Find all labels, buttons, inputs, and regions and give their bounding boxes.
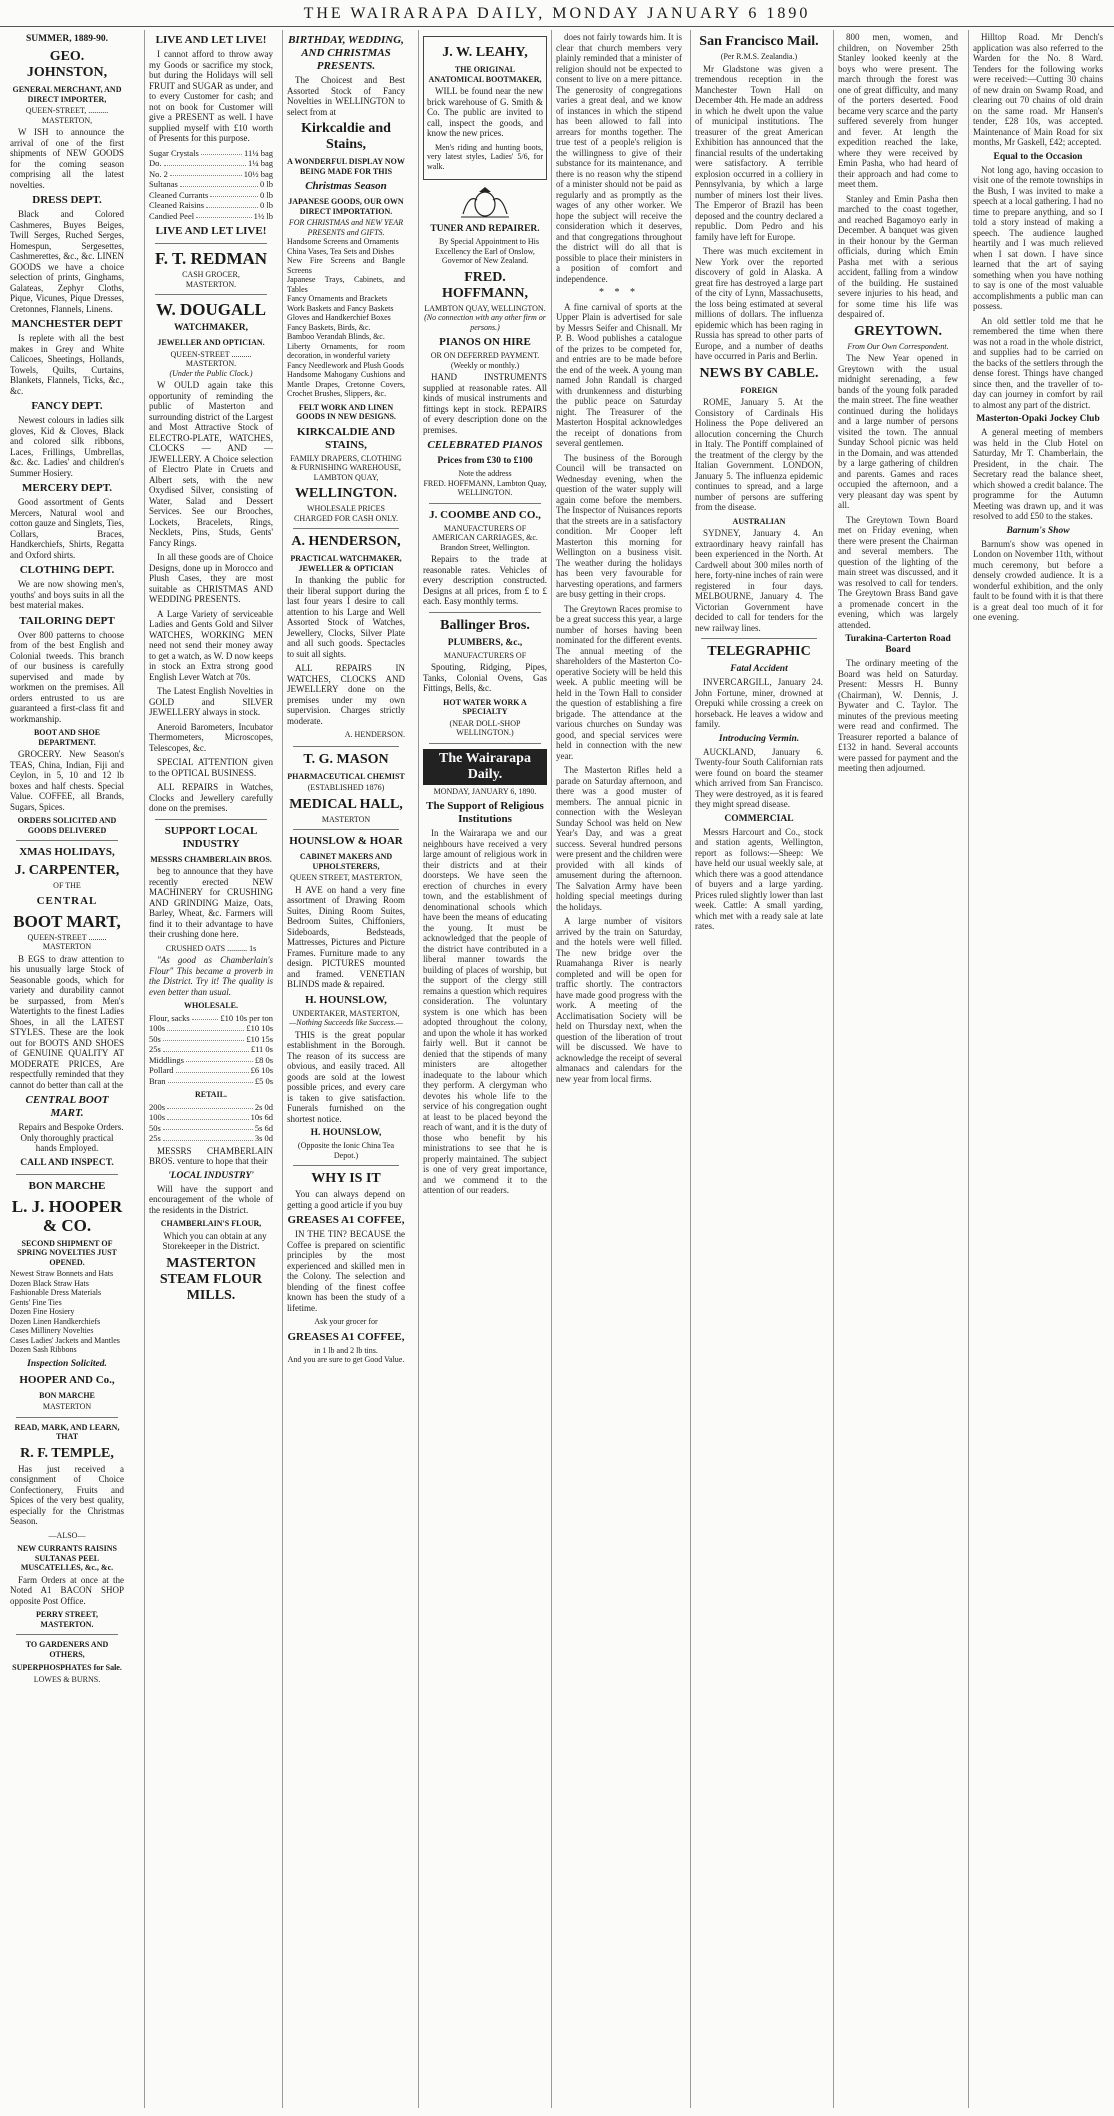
table-row: 100s 10s 6d — [149, 1112, 273, 1122]
retail-heading: RETAIL. — [194, 1090, 228, 1099]
leahy-sub: THE ORIGINAL ANATOMICAL BOOTMAKER, — [428, 65, 542, 84]
steam-flour-mills: MASTERTON STEAM FLOUR MILLS. — [159, 1255, 263, 1303]
hounslow-text: THIS is the great popular establishment in the Borough. The reason of its success are obvious, and easily traced. All goods are sold at the lowest possible prices, and every care is taken to give satisfaction. Funerals furnished on the shortest notice. — [287, 1029, 405, 1124]
retail-price-list — [149, 1102, 273, 1144]
temple-also: —ALSO— — [48, 1530, 86, 1540]
wholesale-heading: WHOLESALE. — [183, 1001, 238, 1010]
dougall-body: W OULD again take this opportunity of reminding the public of Masterton and surrounding district of the Largest and Most Attractive Stock of ELECTRO-PLATE, WATCHES, CLOCKS — AND — JEWELLERY. A Choice selection of Electro Plate in Cruets and Albert sets, with the new Oxydised Silver, consisting of Water, Salad and Dessert Services. See our Brooches, Lockets, Bracelets, Rings, Necklets, Pins, Studs, Gents' Fancy Rings. — [149, 380, 273, 548]
mason-name: T. G. MASON — [303, 751, 389, 767]
gardeners-heading: TO GARDENERS AND OTHERS, — [25, 1640, 109, 1659]
henderson-repairs: ALL REPAIRS IN WATCHES, CLOCKS AND JEWELLERY done on the premises under my own supervision. Charges strictly moderate. — [287, 663, 405, 726]
johnston-sub: GENERAL MERCHANT, AND DIRECT IMPORTER, — [12, 85, 122, 104]
manchester-dept-body: Is replete with all the best makes in Grey and White Calicoes, Sheetings, Hollands, Towels, Quilts, Curtains, Blankets, Flannels, Ticks, &c., &c. — [10, 333, 124, 396]
divider — [293, 528, 399, 529]
column-2 — [144, 30, 273, 2108]
column-5 — [551, 30, 682, 2108]
orders-solicited: ORDERS SOLICITED AND GOODS DELIVERED — [17, 816, 117, 835]
ballinger-name: Ballinger Bros. — [440, 617, 530, 633]
list-item: Dozen Black Straw Hats — [10, 1278, 89, 1288]
leahy-advert — [423, 36, 547, 180]
carpenter-place: QUEEN-STREET ......... MASTERTON — [27, 932, 107, 951]
coombe-place: Brandon Street, Wellington. — [440, 542, 530, 552]
editorial-body: In the Wairarapa we and our neighbours have received a very large amount of religious work in their districts and at their doorsteps. We have seen the erection of churches in every town, and the establishment of denominational schools which have been the means of educating the young. It must be acknowledged that the people of the district have contributed in a liberal manner towards the building of places of worship, but the support of the clergy still remains a question which requires consideration. The voluntary system is one which has been adopted throughout the colony, and upon the whole it has worked fairly well. But it cannot be denied that the stipends of many ministers are altogether inadequate to the labour which they perform. A clergyman who devotes his whole life to the service of his congregation ought at least to be placed beyond the reach of want, and it is the duty of those who benefit by his ministrations to see that he is properly maintained. The subject is one of very great importance, and we commend it to the attention of our readers. — [423, 828, 547, 1195]
dress-dept-body: Black and Colored Cashmeres, Buyes Beiges, Twill Serges, Ruched Serges, Homespun, Sergesettes, Cashmerettes, &c., &c. LINEN GOODS we have a choice selection of prints, Ginghams, Galateas, Zephyr Cloths, Pique, Vicunes, Pique Dresses, Cretonnes, Flannels, Linens. — [10, 209, 124, 314]
sf-sub: (Per R.M.S. Zealandia.) — [720, 52, 798, 61]
table-row: Cleaned Currants 0 lb — [149, 189, 273, 200]
hoffmann-sign: FRED. HOFFMANN, Lambton Quay, WELLINGTON. — [423, 478, 547, 497]
live-and-let-live-1: LIVE AND LET LIVE! — [155, 34, 267, 46]
carpenter-repairs: Repairs and Bespoke Orders. Only thoroughly practical hands Employed. — [18, 1122, 124, 1153]
bon-marche-heading: BON MARCHE — [28, 1179, 106, 1192]
greytown-correspondent: From Our Own Correspondent. — [847, 341, 949, 351]
list-item: Dozen Sash Ribbons — [10, 1345, 77, 1354]
dougall-watches: A Large Variety of serviceable Ladies and Gents Gold and Silver WATCHES, WORKING MEN need not send their money away to get a watch, as W. D now keeps in stock an Extra strong good English Lever Watch at 70s. — [149, 608, 273, 682]
greytown-body-2: The Greytown Town Board met on Friday evening, when there were present the Chairman and several members. The question of the lighting of the main street was discussed, and it was resolved to call for tenders. The Greytown Brass Band gave a promenade concert in the evening, which was largely attended. — [838, 514, 958, 630]
chamberlain-stock: Which you can obtain at any Storekeeper in the District. — [162, 1230, 267, 1251]
fatal-accident: Fatal Accident — [730, 664, 788, 674]
greases-tins: in 1 lb and 2 lb tins. — [314, 1345, 378, 1355]
manchester-dept-heading: MANCHESTER DEPT — [11, 318, 123, 330]
why-body: You can always depend on getting a good article if you buy — [287, 1189, 405, 1210]
list-item: Dozen Fine Hosiery — [10, 1307, 75, 1316]
foreign-heading: FOREIGN — [740, 385, 778, 395]
local-news-5: A large number of visitors arrived by the train on Saturday, and the hotels were well filled. The new bridge over the Ruamahanga River is nearly completed and will be open for traffic shortly. The contractors have made good progress with the work. A meeting of the Acclimatisation Society will be held on Thursday next, when the question of the liberation of trout will be discussed. We have to acknowledge the receipt of several almanacs and calendars for the new year from local firms. — [556, 916, 682, 1084]
fatal-body: INVERCARGILL, January 24. John Fortune, miner, drowned at Orepuki while crossing a creek on horseback. He leaves a widow and family. — [695, 677, 823, 729]
divider — [16, 1634, 118, 1635]
table-row: Sultanas 0 lb — [149, 179, 273, 189]
list-item: Japanese Trays, Cabinets, and Tables — [287, 275, 405, 294]
divider — [293, 829, 399, 830]
hooper-sub: SECOND SHIPMENT OF SPRING NOVELTIES JUST OPENED. — [17, 1238, 117, 1267]
pianos-sub: OR ON DEFERRED PAYMENT. (Weekly or monthly.) — [430, 351, 540, 370]
chamberlain-name: MESSRS CHAMBERLAIN BROS. — [150, 854, 272, 864]
kirkcaldie-items — [287, 237, 405, 399]
greases-coffee-2: GREASES A1 COFFEE, — [287, 1330, 405, 1343]
chamberlain-quote: "As good as Chamberlain's Flour" This became a proverb in the District. Try it! The quality is even better than usual. — [149, 955, 273, 997]
royal-coat-of-arms-icon — [455, 186, 515, 220]
johnston-intro: W ISH to announce the arrival of one of the first shipments of NEW GOODS for the coming season comprising all the latest novelties. — [10, 127, 124, 190]
dougall-barometers: Aneroid Barometers, Incubator Thermometers, Microscopes, Telescopes, &c. — [149, 721, 273, 753]
editorial-date: MONDAY, JANUARY 6, 1890. — [433, 786, 537, 796]
divider — [429, 612, 541, 613]
local-news-3: The Greytown Races promise to be a great success this year, a large number of horses having been nominated for the different events. The annual meeting of the shareholders of the Masterton Co-operative Society will be held this week. A public meeting will be held in the Town Hall to consider the question of establishing a fire brigade. The attendance at the various churches on Sunday was good, and special services were held in connection with the new year. — [556, 603, 682, 761]
mason-place: MASTERTON — [321, 814, 371, 824]
bon-marche-2: BON MARCHE — [39, 1390, 95, 1400]
road-board-continued: Hilltop Road. Mr Dench's application was also referred to the Warden for the No. 8 Ward. Tenders for the following works were received:—Cutting 30 chains of new drain on Swamp Road, and clearing out 70 chains of old drain on the same road. Mr Hansen's tender, £28 10s, was accepted. Maintenance of Main Road for six months, Mr Gaskell, £42; accepted. — [973, 32, 1103, 147]
hounslow-hoar-place: QUEEN STREET, MASTERTON, — [289, 873, 403, 882]
note-address: Note the address — [458, 469, 512, 478]
jockey-club-heading: Masterton-Opaki Jockey Club — [976, 414, 1100, 424]
table-row: 200s 2s 0d — [149, 1101, 273, 1112]
australian-heading: AUSTRALIAN — [732, 516, 786, 526]
wonderful-display: A WONDERFUL DISPLAY NOW BEING MADE FOR THIS — [287, 157, 405, 176]
kirkcaldie-name: Kirkcaldie and Stains, — [301, 121, 391, 152]
temple-list: NEW CURRANTS RAISINS SULTANAS PEEL MUSCATELLES, &c., &c. — [17, 1544, 117, 1572]
telegraphic-heading: TELEGRAPHIC — [707, 644, 811, 659]
mercery-dept-heading: MERCERY DEPT. — [21, 482, 113, 494]
pianos-body: HAND INSTRUMENTS supplied at reasonable rates. All kinds of musical instruments and fittings kept in stock. REPAIRS of every description done on the premises. — [423, 372, 547, 435]
divider — [293, 746, 399, 747]
list-item: Handsome Mahogany Cushions and Mantle Drapes, Cretonne Covers, Crochet Brushes, Slippers, &c. — [287, 370, 405, 398]
dougall-silver: In all these goods are of Choice Designs, done up in Morocco and Plush Cases, they are most suitable as CHRISTMAS AND WEDDING PRESENTS. — [149, 552, 273, 604]
list-item: Dozen Linen Handkerchiefs — [10, 1316, 101, 1326]
hounslow-hoar-name: HOUNSLOW & HOAR — [289, 835, 403, 847]
stanley-continued-2: Stanley and Emin Pasha then marched to the coast together, and reached Bagamoyo early in December. A banquet was given in their honour by the German officials, during which Emin Pasha met with a serious accident, falling from a window of the building. He sustained severe injuries to his head, and for some time his life was despaired of. — [838, 193, 958, 319]
table-row: 25s £11 0s — [149, 1044, 273, 1054]
dougall-name: W. DOUGALL — [156, 300, 266, 319]
flour-price-list — [149, 1013, 273, 1087]
list-item: Gloves and Handkerchief Boxes — [287, 313, 391, 322]
divider — [155, 243, 267, 244]
list-item: Liberty Ornaments, for room decoration, in wonderful variety — [287, 341, 405, 360]
presents-heading: FOR CHRISTMAS and NEW YEAR PRESENTS and GIFTS. — [288, 218, 404, 237]
why-is-it: WHY IS IT — [311, 1171, 381, 1186]
page-title: THE WAIRARAPA DAILY, MONDAY JANUARY 6 1890 — [303, 5, 811, 22]
fancy-dept-heading: FANCY DEPT. — [31, 400, 103, 412]
henderson-body: In thanking the public for their liberal support during the last four years I desire to call attention to his Large and Well Assorted Stock of Watches, Jewellery, Clocks, Silver Plate and all such goods. Spectacles to suit all sights. — [287, 575, 405, 659]
greytown-body: The New Year opened in Greytown with the usual midnight serenading, a few bands of the young folk paraded the main street. The fine weather continued during the holidays and a large number of persons visited the town. The annual Sunday School picnic was held in the Domain, and was attended by a large gathering of children and parents. Games and races occupied the afternoon, and a very pleasant day was spent by all. — [838, 353, 958, 510]
pianos-on-hire: PIANOS ON HIRE — [439, 336, 531, 348]
table-row: Do. 1¼ bag — [149, 158, 273, 168]
column-4 — [418, 30, 547, 2108]
henderson-name: A. HENDERSON, — [291, 534, 401, 549]
mason-established: (ESTABLISHED 1876) — [307, 783, 385, 792]
road-board-body: The ordinary meeting of the Board was held on Saturday. Present: Messrs H. Bunny (Chairman), W. Dennis, J. Bywater and C. Taylor. The minutes of the previous meeting were read and confirmed. The Treasurer reported a balance of £132 in hand. Several accounts were passed for payment and the meeting then adjourned. — [838, 658, 958, 773]
redman-name: F. T. REDMAN — [154, 249, 268, 268]
wholesale-prices: WHOLESALE PRICES CHARGED FOR CASH ONLY. — [294, 504, 398, 523]
introducing-vermin: Introducing Vermin. — [718, 733, 800, 744]
redman-place: MASTERTON. — [185, 279, 237, 289]
greases-value: And you are sure to get Good Value. — [287, 1355, 405, 1364]
dougall-sub: WATCHMAKER, — [174, 323, 248, 333]
chamberlain-hope: MESSRS CHAMBERLAIN BROS. venture to hope that their — [149, 1145, 273, 1166]
grocery-body: GROCERY. New Season's TEAS, China, Indian, Fiji and Ceylon, in 5, 10 and 12 lb boxes and half chests. Special Value. COFFEE, all Brands, Sugars, Spices. — [10, 749, 124, 812]
dougall-sub-2: JEWELLER AND OPTICIAN. — [157, 338, 265, 347]
news-by-cable: NEWS BY CABLE. — [699, 365, 819, 381]
newspaper-nameplate: The Wairarapa Daily. — [423, 749, 547, 785]
greases-coffee: GREASES A1 COFFEE, — [287, 1214, 405, 1226]
stanley-continued: 800 men, women, and children, on November 25th Stanley looked keenly at the boys who were present. The march through the forest was one of great difficulty, and many of the porters deserted. Food became very scarce and the party suffered severely from hunger and fever. At length the expedition reached the lake, where they were received by Emin Pasha, who had heard of their approach and had come to meet them. — [838, 32, 958, 189]
ballinger-place: (NEAR DOLL-SHOP WELLINGTON.) — [449, 718, 521, 737]
divider — [16, 1174, 118, 1175]
dougall-place: QUEEN-STREET .......... MASTERTON. — [170, 349, 252, 368]
inspection-solicited: Inspection Solicited. — [27, 1358, 107, 1369]
separator-stars: * * * — [599, 287, 639, 298]
clothing-dept-heading: CLOTHING DEPT. — [19, 564, 115, 576]
divider — [16, 840, 118, 841]
tailoring-dept-heading: TAILORING DEPT — [19, 614, 115, 627]
christmas-season: Christmas Season — [305, 180, 387, 192]
carpenter-body: B EGS to draw attention to his unusually large Stock of Seasonable goods, which for variety and durability cannot be surpassed, from Men's Watertights to the finest Ladies Shoes, in all the LATEST STYLES. These are the look out for BOOTS AND SHOES of GENUINE QUALITY AT MODERATE PRICES, Are respectfully reminded that they cannot do better than call at the — [10, 953, 124, 1090]
tailoring-dept-body: Over 800 patterns to choose from of the best English and Colonial tweeds. This branch of our business is carefully supervised and made by workmen on the premises. All orders entrusted to us are guaranteed a first-class fit and workmanship. — [10, 629, 124, 724]
superphosphates: SUPERPHOSPHATES for Sale. — [12, 1663, 122, 1672]
table-row: 25s 3s 0d — [149, 1133, 273, 1143]
hounslow-name-3: H. HOUNSLOW, — [310, 1128, 382, 1138]
divider — [293, 1165, 399, 1166]
live-and-let-live-2: LIVE AND LET LIVE! — [155, 225, 267, 237]
family-drapers: FAMILY DRAPERS, CLOTHING & FURNISHING WAREHOUSE, — [290, 453, 402, 472]
temple-name: R. F. TEMPLE, — [20, 1445, 114, 1461]
central-boot-mart: CENTRAL BOOT MART. — [25, 1094, 109, 1119]
ask-grocer: Ask your grocer for — [314, 1317, 378, 1326]
dougall-jewellery: The Latest English Novelties in GOLD and SILVER JEWELLERY always in stock. — [149, 686, 273, 717]
xmas-holidays: XMAS HOLIDAYS, — [19, 846, 115, 858]
japanese-goods: JAPANESE GOODS, OUR OWN DIRECT IMPORTATION. — [288, 197, 404, 216]
list-item: Cases Ladies' Jackets and Mantles — [10, 1335, 120, 1345]
table-row: 50s £10 15s — [149, 1033, 273, 1044]
list-item: Gents' Fine Ties — [10, 1297, 62, 1307]
redman-sub: CASH GROCER, — [182, 270, 240, 279]
list-item: Bamboo Verandah Blinds, &c. — [287, 332, 385, 341]
hooper-name-2: HOOPER AND Co., — [19, 1373, 115, 1386]
table-row: Pollard £6 10s — [149, 1065, 273, 1075]
johnston-name: GEO. JOHNSTON, — [26, 49, 108, 80]
jockey-body: A general meeting of members was held in the Club Hotel on Saturday, Mr T. Chamberlain, the President, in the chair. The Secretary read the balance sheet, which showed a credit balance. The programme for the Autumn Meeting was drawn up, and it was resolved to add £50 to the stakes. — [973, 427, 1103, 521]
list-item: Work Baskets and Fancy Baskets — [287, 303, 394, 313]
equal-body-2: An old settler told me that he remembered the time when there was not a road in the whole district, and supplies had to be carried on the backs of the settlers through the dense forest. Things have changed since then, and the traveller of to-day can journey in comfort by rail to almost any part of the district. — [973, 315, 1103, 410]
fancy-dept-body: Newest colours in ladies silk gloves, Kid & Cloves, Black and colored silk ribbons, Laces, Frillings, Umbrellas, &c. &c. Ladies' and children's Summer Hosiery. — [10, 415, 124, 478]
divider — [155, 819, 267, 820]
hounslow-hoar-sub: CABINET MAKERS AND UPHOLSTERERS, — [299, 852, 393, 871]
season-heading: SUMMER, 1889-90. — [25, 34, 109, 44]
leahy-price: Men's riding and hunting boots, very latest styles, Ladies' 5/6, for walk. — [427, 142, 543, 171]
commercial-heading: COMMERCIAL — [724, 813, 794, 824]
greases-body: IN THE TIN? BECAUSE the Coffee is prepared on scientific principles by the most experienced and skilled men in the Colony. The selection and blending of the finest coffee known has been the study of a lifetime. — [287, 1229, 405, 1313]
vermin-body: AUCKLAND, January 6. Twenty-four South Californian rats were found on board the steamer which arrived from San Francisco. They were destroyed, as it is feared they might spread disease. — [695, 746, 823, 809]
lambton-quay: LAMBTON QUAY, — [313, 472, 379, 482]
hounslow-name-2: H. HOUNSLOW, — [305, 993, 387, 1006]
table-row: Flour, sacks £10 10s per ton — [149, 1012, 273, 1023]
ballinger-body: Spouting, Ridging, Pipes, Tanks, Colonial Ovens, Gas Fittings, Bells, &c. — [423, 662, 547, 693]
san-francisco-mail: San Francisco Mail. — [699, 34, 819, 49]
felt-work: FELT WORK AND LINEN GOODS IN NEW DESIGNS. — [296, 402, 396, 421]
masthead — [0, 0, 1114, 27]
henderson-sign: A. HENDERSON. — [344, 730, 405, 739]
hooper-items — [10, 1269, 124, 1355]
table-row: Bran £5 0s — [149, 1075, 273, 1086]
hounslow-motto: —Nothing Succeeds like Success.— — [289, 1018, 403, 1027]
hooper-place: MASTERTON — [42, 1402, 92, 1411]
ballinger-plumbers: PLUMBERS, &c., — [447, 637, 523, 648]
temple-place: PERRY STREET, MASTERTON. — [36, 1610, 98, 1629]
local-industry-body: Will have the support and encouragement of the whole of the residents in the District. — [149, 1183, 273, 1215]
list-item: Fancy Needlework and Plush Goods — [287, 360, 404, 370]
clothing-dept-body: We are now showing men's, youths' and boys suits in all the best material makes. — [10, 579, 124, 610]
divider — [429, 743, 541, 744]
leahy-body: WILL be found near the new brick warehouse of G. Smith & Co. The public are invited to call, inspect the goods, and know the new prices. — [427, 86, 543, 138]
hooper-name: L. J. HOOPER & CO. — [11, 1196, 123, 1235]
birthday-heading: BIRTHDAY, WEDDING, AND CHRISTMAS PRESENTS. — [288, 34, 404, 72]
hounslow-sub-2: UNDERTAKER, MASTERTON, — [292, 1008, 400, 1018]
editorial-continued: does not fairly towards him. It is clear that church members very plainly reminded that a minister of religion should not be expected to consent to live on a mere pittance. The generosity of congregations varies a great deal, and we know of instances in which the stipend has been allowed to fall into arrears for months together. The true test of a people's religion is the willingness to give of their substance for its maintenance, and there is no reason why the stipend of a minister should not be paid as regularly and as promptly as the wages of any other worker. We hope the subject will receive the consideration which it deserves, and that congregations throughout the district will do all that is possible to place their ministers in a position of comfort and independence. — [556, 32, 682, 284]
central-heading: CENTRAL — [36, 894, 98, 907]
table-row: Sugar Crystals 11¼ bag — [149, 147, 273, 158]
mercery-dept-body: Good assortment of Gents Mercers, Natural wool and cotton gauze and Singlets, Ties, Collars, Braces, Handkerchiefs, Shirts, Regatta and Oxford shirts. — [10, 497, 124, 560]
table-row: Cleaned Raisins 0 lb — [149, 200, 273, 210]
sf-body: Mr Gladstone was given a tremendous reception in the Manchester Town Hall on December 4th. He made an address in which he dwelt upon the value of municipal institutions. The treasurer of the great American Exhibition has announced that the financial results of the undertaking were satisfactory. A terrible explosion occurred in a colliery in Pennsylvania, by which a large number of miners lost their lives. The Emperor of Brazil has been deposed and the country declared a republic. Dom Pedro and his family have left for Europe. — [695, 63, 823, 242]
divider — [16, 1417, 118, 1418]
medical-hall: MEDICAL HALL, — [289, 796, 403, 812]
temple-farm: Farm Orders at once at the Noted A1 BACON SHOP opposite Post Office. — [10, 1574, 124, 1606]
list-item: Fashionable Dress Materials — [10, 1288, 102, 1297]
leahy-name: J. W. LEAHY, — [442, 45, 528, 60]
call-and-inspect: CALL AND INSPECT. — [20, 1157, 114, 1168]
list-item: Fancy Ornaments and Brackets — [287, 294, 388, 303]
coombe-name: J. COOMBE AND CO., — [429, 508, 541, 521]
local-news-2: The business of the Borough Council will be transacted on Wednesday evening, when the question of the water supply will again come before the members. The Inspector of Nuisances reports that the streets are in a satisfactory condition. Mr Cooper left Masterton this morning for Wellington on a business visit. The weather during the holidays has been very favourable for harvesting operations, and farmers are busy getting in their crops. — [556, 452, 682, 599]
carpenter-name: J. CARPENTER, — [14, 863, 120, 878]
column-8 — [968, 30, 1103, 2108]
dougall-repairs: ALL REPAIRS in Watches, Clocks and Jewellery carefully done on the premises. — [149, 782, 273, 813]
equal-body: Not long ago, having occasion to visit one of the remote townships in the Bush, I was invited to make a speech at a local gathering. I had no time to prepare anything, and so I told a story instead of making a speech. The audience laughed heartily and I was much relieved when I sat down. I have since learned that the art of saying something when you have nothing to say is one of the most valuable accomplishments a public man can possess. — [973, 164, 1103, 311]
column-7 — [833, 30, 958, 2108]
column-6 — [690, 30, 823, 2108]
local-news-1: A fine carnival of sports at the Upper Plain is advertised for sale by Messrs Seifer and Chisnall. Mr P. B. Wood publishes a catalogue of the prizes to be competed for, and entries are to be made before the end of the week. A young man named John Randall is charged with drunkenness and disturbing the public peace on Saturday night. The Treasurer of the Masterton Hospital acknowledges the receipt of donations from several gentlemen. — [556, 301, 682, 448]
list-item: Fancy Baskets, Birds, &c. — [287, 322, 371, 332]
crushed-oats: CRUSHED OATS .......... 1s — [165, 943, 257, 953]
dougall-special: SPECIAL ATTENTION given to the OPTICAL BUSINESS. — [149, 757, 273, 778]
australian-body: SYDNEY, January 4. An extraordinary heavy rainfall has been experienced in the North. At Cardwell about 300 miles north of here, forty-nine inches of rain were registered in four days. MELBOURNE, January 4. The Victorian Government have decided to call for tenders for the new railway lines. — [695, 528, 823, 633]
chamberlain-body: beg to announce that they have recently erected NEW MACHINERY for CRUSHING AND GRINDING Maize, Oats, Barley, Wheat, &c. Farmers will find it to their advantage to have their crushing done here. — [149, 866, 273, 939]
wellington-heading: WELLINGTON. — [294, 486, 398, 501]
column-1 — [10, 30, 124, 2108]
list-item: Cases Millinery Novelties — [10, 1326, 94, 1335]
table-row: 50s 5s 6d — [149, 1122, 273, 1133]
hot-water: HOT WATER WORK A SPECIALTY — [443, 697, 527, 716]
temple-pre: READ, MARK, AND LEARN, THAT — [14, 1422, 120, 1441]
list-item: New Fire Screens and Bangle Screens — [287, 256, 405, 275]
live-body: I cannot afford to throw away my Goods or sacrifice my stock, but during the Holidays will sell FRUIT and SUGAR as under, and to every Customer for cash; and not on book for Customer will give a PRESENT as well. I have supplied myself with £10 worth of Presents for this purpose. — [149, 49, 273, 143]
of-the: OF THE — [53, 881, 81, 890]
table-row: Candied Peel 1½ lb — [149, 210, 273, 221]
boot-dept-heading: BOOT AND SHOE DEPARTMENT. — [33, 728, 101, 747]
johnston-place: QUEEN-STREET, .......... MASTERTON, — [25, 106, 109, 125]
hoffmann-name: FRED. HOFFMANN, — [442, 269, 528, 301]
temple-body: Has just received a consignment of Choice Confectionery, Fruits and Spices of the very best quality, especially for the Christmas Season. — [10, 1463, 124, 1526]
greytown-heading: GREYTOWN. — [853, 323, 943, 339]
dress-dept-heading: DRESS DEPT. — [32, 194, 102, 206]
foreign-body: ROME, January 5. At the Consistory of Cardinals His Holiness the Pope delivered an allocution concerning the Church in Italy. The Pontiff complained of the treatment of the clergy by the Italian Government. LONDON, January 5. The influenza epidemic continues to spread, and a large number of persons are suffering from the disease. — [695, 397, 823, 512]
list-item: Newest Straw Bonnets and Hats — [10, 1269, 114, 1278]
boot-mart-heading: BOOT MART, — [13, 911, 121, 931]
table-row: 100s £10 10s — [149, 1023, 273, 1033]
hoffmann-connection: (No connection with any other firm or persons.) — [424, 313, 546, 332]
support-local-industry: SUPPORT LOCAL INDUSTRY — [164, 824, 258, 850]
coombe-sub: MANUFACTURERS OF AMERICAN CARRIAGES, &c. — [432, 523, 538, 542]
chamberlain-flour: CHAMBERLAIN'S FLOUR, — [160, 1219, 262, 1228]
hounslow-sub-3: (Opposite the Ionic China Tea Depot.) — [297, 1141, 395, 1160]
tuner-heading: TUNER AND REPAIRER. — [430, 224, 540, 234]
editorial-heading: The Support of Religious Institutions — [426, 800, 544, 825]
local-news-4: The Masterton Rifles held a parade on Saturday afternoon, and there was a good muster of members. The annual picnic in connection with the Wesleyan Sunday School was held on New Year's Day, and was a great success. Several hundred persons were present and the children were provided with all kinds of amusement during the afternoon. The Salvation Army have been holding special meetings during the holidays. — [556, 765, 682, 912]
table-row: Middlings £8 0s — [149, 1054, 273, 1065]
barnum-heading: Barnum's Show — [1006, 525, 1070, 536]
divider — [155, 294, 267, 295]
coombe-body: Repairs to the trade at reasonable rates. Vehicles of every description constructed. Designs at all prices, from £ to £ each. Easy monthly terms. — [423, 554, 547, 606]
divider — [429, 503, 541, 504]
sf-body-2: There was much excitement in New York over the reported discovery of gold in Alaska. A great fire has destroyed a large part of the city of Lynn, Massachusetts, the loss being estimated at several millions of dollars. The influenza epidemic which has been raging in Russia has spread to other parts of Europe, and a number of deaths have occurred in Paris and Berlin. — [695, 246, 823, 361]
kirkcaldie-name-2: KIRKCALDIE AND STAINS, — [296, 425, 396, 451]
barnum-body: Barnum's show was opened in London on November 11th, without much ceremony, but before a densely crowded audience. It is a wonderful exhibition, and the only fault to be found with it is that there is a great deal too much of it for one evening. — [973, 538, 1103, 622]
commercial-body: Messrs Harcourt and Co., stock and station agents, Wellington, report as follows:—Sheep: We have held our usual weekly sale, at which there was a good attendance of buyers and a large yarding. Prices ruled slightly lower than last week. Cattle: A small yarding, which met with a ready sale at late rates. — [695, 826, 823, 931]
birthday-body: The Choicest and Best Assorted Stock of Fancy Novelties in WELLINGTON to select from at — [287, 75, 405, 117]
tuner-body: By Special Appointment to His Excellency the Earl of Onslow, Governor of New Zealand. — [435, 237, 539, 265]
hoffmann-place: LAMBTON QUAY, WELLINGTON. — [424, 303, 546, 313]
road-board-heading: Turakina-Carterton Road Board — [845, 634, 951, 655]
list-item: China Vases, Tea Sets and Dishes — [287, 246, 395, 256]
list-item: Handsome Screens and Ornaments — [287, 237, 399, 246]
celebrated-pianos: CELEBRATED PIANOS — [427, 439, 543, 451]
sugar-price-list — [149, 148, 273, 222]
local-industry: 'LOCAL INDUSTRY' — [168, 1170, 254, 1181]
equal-to-occasion-heading: Equal to the Occasion — [993, 151, 1083, 162]
dougall-clock: (Under the Public Clock.) — [169, 368, 253, 378]
prices-from: Prices from £30 to £100 — [437, 456, 533, 466]
ballinger-manuf: MANUFACTURERS OF — [443, 650, 527, 660]
column-3 — [282, 30, 405, 2108]
lowes-burns: LOWES & BURNS. — [33, 1674, 101, 1684]
divider — [701, 638, 817, 639]
henderson-sub: PRACTICAL WATCHMAKER, JEWELLER & OPTICIAN — [290, 554, 402, 573]
mason-sub: PHARMACEUTICAL CHEMIST — [287, 771, 405, 781]
hounslow-hoar-body: H AVE on hand a very fine assortment of Drawing Room Suites, Dining Room Suites, Bedroom Suites, Chiffoniers, Sideboards, Bedsteads, Mattresses, Pictures and Picture Frames. Furniture made to any design. PICTURES mounted and framed. VENETIAN BLINDS made & repaired. — [287, 884, 405, 989]
table-row: No. 2 10½ bag — [149, 168, 273, 179]
